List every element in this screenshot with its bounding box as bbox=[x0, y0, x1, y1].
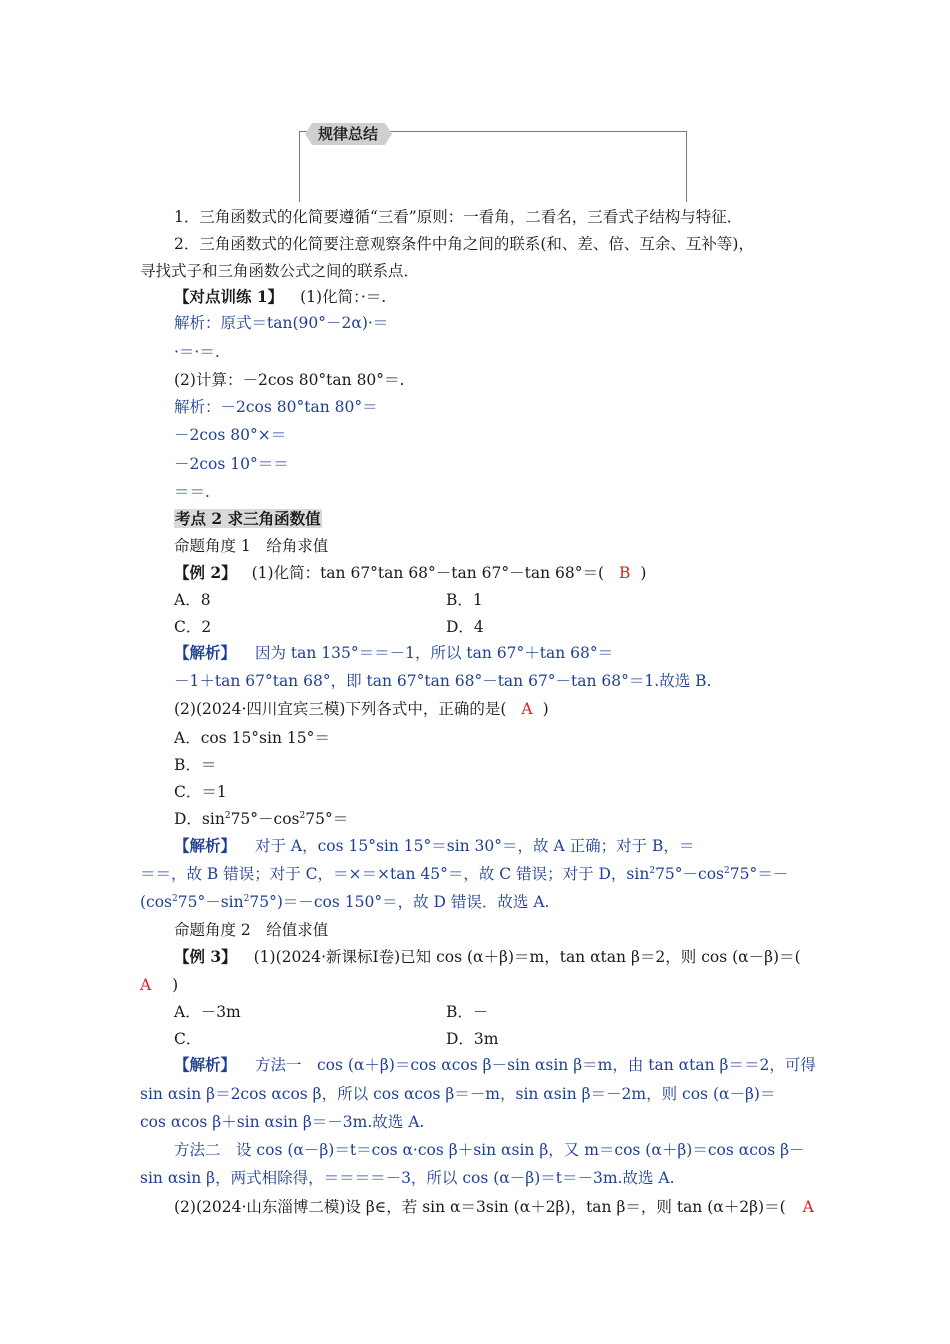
example-3-label: 【例 3】 bbox=[174, 947, 237, 966]
example-3-options-row-2 bbox=[174, 1029, 499, 1049]
example-2-solution-2-line-2 bbox=[140, 864, 788, 884]
example-3-options-row-1 bbox=[174, 1002, 489, 1022]
answer-text: 原式＝tan(90°－2α)·＝ bbox=[220, 314, 389, 332]
text: (cos bbox=[140, 893, 173, 911]
option-d: D．4 bbox=[446, 618, 484, 636]
summary-point-1: 1．三角函数式的化简要遵循“三看”原则：一看角，二看名，三看式子结构与特征． bbox=[174, 208, 743, 226]
example-2-options-row-1 bbox=[174, 590, 483, 610]
solution-tag: 【解析】 bbox=[174, 1055, 237, 1074]
example-2-q2-option-a: A．cos 15°sin 15°＝ bbox=[174, 729, 330, 747]
example-2-solution-2-line-1 bbox=[174, 836, 694, 856]
training-1-answer-1-line-1 bbox=[174, 313, 388, 333]
example-2-label: 【例 2】 bbox=[174, 563, 237, 582]
training-1-answer-2-line-3: －2cos 10°＝＝ bbox=[174, 455, 289, 473]
example-2-options-row-2 bbox=[174, 617, 484, 637]
option-d: D．3m bbox=[446, 1030, 499, 1048]
example-3-question-2 bbox=[174, 1197, 814, 1217]
answer-text: －2cos 80°tan 80°＝ bbox=[220, 398, 378, 416]
example-3-question-1 bbox=[174, 947, 801, 967]
text: 75°)＝－cos 150°＝，故 D 错误．故选 A. bbox=[249, 893, 550, 911]
solution-tag: 【解析】 bbox=[174, 643, 237, 662]
example-2-q1-text: (1)化简：tan 67°tan 68°－tan 67°－tan 68°＝( bbox=[251, 564, 605, 582]
close-paren: ) bbox=[542, 700, 549, 718]
superscript: 2 bbox=[243, 893, 250, 904]
option-a: A．8 bbox=[174, 591, 211, 609]
superscript: 2 bbox=[649, 865, 656, 876]
example-3-method-1-line-1 bbox=[174, 1055, 816, 1075]
option-c: C． bbox=[174, 1030, 202, 1048]
text: ＝＝，故 B 错误；对于 C，＝×＝×tan 45°＝，故 C 错误；对于 D，sin bbox=[140, 865, 650, 883]
superscript: 2 bbox=[299, 810, 306, 821]
example-2-q2-option-d bbox=[174, 809, 348, 829]
example-2-question-1 bbox=[174, 563, 646, 583]
text: 75°－cos bbox=[655, 865, 725, 883]
answer-tag: 解析： bbox=[174, 314, 221, 332]
training-1-answer-2-line-4: ＝＝. bbox=[174, 483, 210, 501]
example-3-q2-text: (2)(2024·山东淄博二模)设 β∈，若 sin α＝3sin (α＋2β)，tan β＝，则 tan (α＋2β)＝( bbox=[174, 1198, 786, 1216]
option-c: C．2 bbox=[174, 618, 212, 636]
section-heading bbox=[174, 509, 322, 529]
training-1-label: 【对点训练 1】 bbox=[174, 287, 284, 306]
example-3-method-1-line-3: cos αcos β＋sin αsin β＝－3m.故选 A. bbox=[140, 1113, 425, 1131]
example-2-question-2 bbox=[174, 699, 549, 719]
example-3-method-2-line-1: 方法二 设 cos (α－β)＝t＝cos α·cos β＋sin αsin β，又 m＝cos (α＋β)＝cos αcos β－ bbox=[174, 1141, 805, 1159]
option-b: B．1 bbox=[446, 591, 483, 609]
section-heading-text: 考点 2 求三角函数值 bbox=[175, 509, 321, 528]
example-2-solution-2-line-3 bbox=[140, 892, 549, 912]
training-1-answer-2-line-2: －2cos 80°×＝ bbox=[174, 426, 287, 444]
option-b: B．－ bbox=[446, 1003, 489, 1021]
example-2-q2-option-b: B．＝ bbox=[174, 756, 217, 774]
example-2-q2-answer: A bbox=[521, 700, 533, 718]
answer-tag: 解析： bbox=[174, 398, 221, 416]
summary-title: 规律总结 bbox=[312, 123, 385, 145]
superscript: 2 bbox=[724, 865, 730, 876]
angle-1-heading: 命题角度 1 给角求值 bbox=[174, 537, 329, 555]
superscript: 2 bbox=[172, 893, 178, 904]
angle-2-heading: 命题角度 2 给值求值 bbox=[174, 921, 329, 939]
example-2-solution-1-line-2: －1＋tan 67°tan 68°，即 tan 67°tan 68°－tan 67°－tan 68°＝1.故选 B. bbox=[174, 672, 712, 690]
solution-text: 对于 A，cos 15°sin 15°＝sin 30°＝，故 A 正确；对于 B，＝ bbox=[254, 837, 695, 855]
example-2-q2-text: (2)(2024·四川宜宾三模)下列各式中，正确的是( bbox=[174, 700, 507, 718]
close-paren: ) bbox=[640, 564, 647, 582]
text: 75°－cos bbox=[230, 810, 300, 828]
summary-point-2b: 寻找式子和三角函数公式之间的联系点． bbox=[140, 262, 420, 280]
example-3-q1-answer: A bbox=[140, 976, 152, 994]
text: 75°＝－ bbox=[729, 865, 789, 883]
text: 75°－sin bbox=[177, 893, 244, 911]
solution-text: 方法一 cos (α＋β)＝cos αcos β－sin αsin β＝m，由 tan αtan β＝＝2，可得 bbox=[254, 1056, 816, 1074]
text: D．sin bbox=[174, 810, 225, 828]
summary-point-2a: 2．三角函数式的化简要注意观察条件中角之间的联系(和、差、倍、互余、互补等)， bbox=[174, 235, 754, 253]
training-1-question-2: (2)计算：－2cos 80°tan 80°＝. bbox=[174, 371, 405, 389]
solution-tag: 【解析】 bbox=[174, 836, 237, 855]
example-3-q2-answer: A bbox=[802, 1198, 814, 1216]
training-1-q1-text: (1)化简：·＝. bbox=[300, 288, 387, 306]
example-3-q1-text: (1)(2024·新课标Ⅰ卷)已知 cos (α＋β)＝m，tan αtan β＝2，则 cos (α－β)＝( bbox=[253, 948, 801, 966]
solution-text: 因为 tan 135°＝＝－1，所以 tan 67°＋tan 68°＝ bbox=[254, 644, 614, 662]
example-3-method-1-line-2: sin αsin β＝2cos αcos β，所以 cos αcos β＝－m，sin αsin β＝－2m，则 cos (α－β)＝ bbox=[140, 1085, 776, 1103]
option-a: A．－3m bbox=[174, 1003, 241, 1021]
text: 75°＝ bbox=[305, 810, 349, 828]
training-1-answer-1-line-2: ·＝·＝. bbox=[174, 343, 220, 361]
example-3-answer-line bbox=[140, 975, 178, 995]
training-1-answer-2-line-1 bbox=[174, 397, 378, 417]
training-1-question-1 bbox=[174, 287, 386, 307]
example-2-solution-1-line-1 bbox=[174, 643, 613, 663]
example-2-q1-answer: B bbox=[618, 564, 631, 582]
example-3-method-2-line-2: sin αsin β，两式相除得，＝＝＝＝－3，所以 cos (α－β)＝t＝－3m.故选 A. bbox=[140, 1169, 675, 1187]
superscript: 2 bbox=[224, 810, 231, 821]
close-paren: ) bbox=[172, 976, 179, 994]
example-2-q2-option-c: C．＝1 bbox=[174, 783, 227, 801]
